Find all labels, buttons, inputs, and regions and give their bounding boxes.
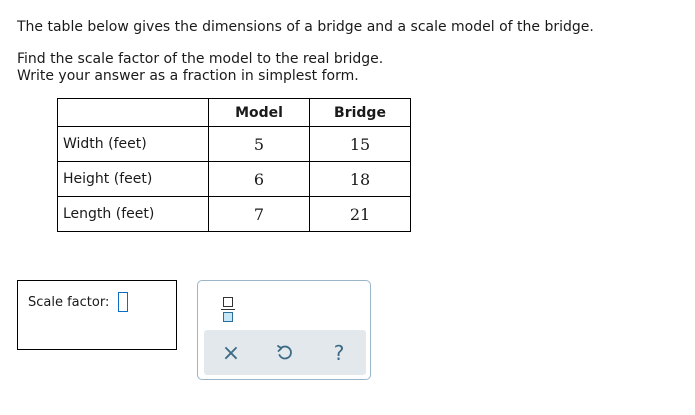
math-tool-panel bbox=[197, 280, 371, 380]
task-instruction: Find the scale factor of the model to the real bridge. bbox=[17, 51, 384, 67]
table-header-empty bbox=[58, 99, 209, 127]
table-header-model: Model bbox=[209, 99, 310, 127]
fraction-template-icon[interactable] bbox=[218, 295, 240, 325]
table-row bbox=[58, 197, 411, 232]
undo-icon-svg bbox=[276, 344, 294, 362]
action-bar bbox=[204, 330, 366, 375]
numerator-box bbox=[223, 297, 233, 307]
problem-intro: The table below gives the dimensions of a bridge and a scale model of the bridge. bbox=[17, 19, 594, 35]
row-label: Height (feet) bbox=[58, 162, 209, 197]
bridge-value: 15 bbox=[310, 127, 411, 162]
help-icon[interactable]: ? bbox=[333, 341, 345, 365]
bridge-value: 18 bbox=[310, 162, 411, 197]
dimensions-table bbox=[57, 98, 411, 232]
model-value: 6 bbox=[209, 162, 310, 197]
close-icon[interactable]: × bbox=[221, 340, 241, 366]
table-header-bridge: Bridge bbox=[310, 99, 411, 127]
model-value: 7 bbox=[209, 197, 310, 232]
table-row bbox=[58, 162, 411, 197]
answer-box bbox=[17, 280, 177, 350]
task-format-instruction: Write your answer as a fraction in simplest form. bbox=[17, 68, 359, 84]
row-label: Width (feet) bbox=[58, 127, 209, 162]
bridge-value: 21 bbox=[310, 197, 411, 232]
scale-factor-label: Scale factor: bbox=[28, 295, 110, 310]
model-value: 5 bbox=[209, 127, 310, 162]
undo-icon[interactable] bbox=[272, 340, 298, 366]
table-header-row bbox=[58, 99, 411, 127]
scale-factor-input[interactable] bbox=[118, 292, 128, 312]
row-label: Length (feet) bbox=[58, 197, 209, 232]
denominator-box bbox=[223, 312, 233, 322]
table-row bbox=[58, 127, 411, 162]
fraction-bar bbox=[221, 309, 235, 310]
